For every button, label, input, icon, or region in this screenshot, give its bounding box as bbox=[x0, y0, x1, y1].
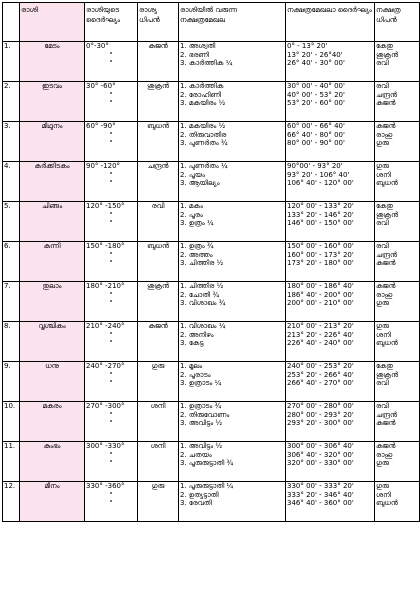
nakshatra-degree-line: 93° 20' - 106° 40' bbox=[287, 170, 350, 179]
nakshatra-degree-line: 180° 00' - 186° 40' bbox=[287, 282, 354, 290]
nakshatra-lord-line: കുജൻ bbox=[376, 282, 396, 290]
rasi-duration-line: " bbox=[109, 259, 113, 268]
nakshatra bbox=[179, 482, 286, 522]
table-row bbox=[3, 322, 420, 362]
table-row bbox=[3, 282, 420, 322]
nakshatra-line: 2. പൂയം bbox=[180, 170, 205, 179]
rasi-duration-line: " bbox=[109, 170, 113, 179]
nakshatra-lord-line: കുജൻ bbox=[376, 99, 396, 108]
header-nakshatra-lord: നക്ഷത്ര ധിപൻ bbox=[375, 3, 420, 42]
rasi-duration bbox=[85, 202, 138, 242]
header-nakshatra: രാശിയിൽ വരുന്ന നക്ഷത്രമേഖല bbox=[179, 3, 286, 42]
table-row bbox=[3, 362, 420, 402]
rasi-lord: ശനി bbox=[138, 442, 179, 482]
nakshatra-line: 3. മകയിരം ½ bbox=[180, 99, 226, 108]
rasi-duration bbox=[85, 402, 138, 442]
rasi-duration bbox=[85, 122, 138, 162]
nakshatra-degree bbox=[286, 202, 375, 242]
rasi-duration-line: " bbox=[109, 210, 113, 219]
nakshatra-degree bbox=[286, 42, 375, 82]
header-row bbox=[3, 3, 420, 42]
nakshatra-line: 3. ഉത്രം ¼ bbox=[180, 219, 214, 228]
nakshatra-line: 3. പൂരുരുട്ടാതി ¾ bbox=[180, 459, 234, 468]
row-number: 8. bbox=[3, 322, 20, 362]
nakshatra-lord-line: ഗുരു bbox=[376, 139, 389, 148]
header-num bbox=[3, 3, 20, 42]
table-row bbox=[3, 202, 420, 242]
nakshatra-line: 1. ചിത്തിര ½ bbox=[180, 282, 224, 290]
rasi-duration-line: " bbox=[109, 410, 113, 419]
nakshatra-lord bbox=[375, 322, 420, 362]
nakshatra-degree-line: 90°00' - 93° 20' bbox=[287, 162, 343, 170]
nakshatra-lord-line: ഗുരു bbox=[376, 482, 389, 490]
rasi-lord: ബുധൻ bbox=[138, 122, 179, 162]
row-number: 2. bbox=[3, 82, 20, 122]
rasi-duration-line: 180° -210° bbox=[86, 282, 125, 290]
rasi-duration-line: " bbox=[109, 139, 113, 148]
header-lord: രാശ്യ ധിപൻ bbox=[138, 3, 179, 42]
nakshatra-degree-line: 270° 00' - 280° 00' bbox=[287, 402, 354, 410]
nakshatra-degree-line: 280° 00' - 293° 20' bbox=[287, 410, 354, 419]
nakshatra-lord-line: രവി bbox=[376, 242, 389, 250]
nakshatra-degree-line: 210° 00' - 213° 20' bbox=[287, 322, 354, 330]
nakshatra-degree-line: 173° 20' - 180° 00' bbox=[287, 259, 354, 268]
nakshatra-line: 2. അത്തം bbox=[180, 250, 213, 259]
header-duration: രാശിയുടെ ദൈർഘ്യം bbox=[85, 3, 138, 42]
nakshatra bbox=[179, 402, 286, 442]
nakshatra-degree-line: 120° 00' - 133° 20' bbox=[287, 202, 354, 210]
nakshatra-line: 1. പൂരുരുട്ടാതി ¼ bbox=[180, 482, 234, 490]
rasi-duration bbox=[85, 242, 138, 282]
nakshatra-degree-line: 226° 40' - 240° 00' bbox=[287, 339, 354, 348]
nakshatra-line: 3. പുണർതം ¾ bbox=[180, 139, 228, 148]
nakshatra-lord bbox=[375, 122, 420, 162]
nakshatra-line: 2. ഭരണി bbox=[180, 50, 209, 59]
nakshatra-lord bbox=[375, 362, 420, 402]
nakshatra-lord-line: കുജൻ bbox=[376, 419, 396, 428]
rasi-duration-line: 330° -360° bbox=[86, 482, 125, 490]
nakshatra-line: 1. അവിട്ടം ½ bbox=[180, 442, 223, 450]
rasi-lord: ബുധൻ bbox=[138, 242, 179, 282]
nakshatra-lord-line: രവി bbox=[376, 379, 389, 388]
nakshatra bbox=[179, 122, 286, 162]
nakshatra-degree bbox=[286, 122, 375, 162]
nakshatra-degree-line: 293° 20' - 300° 00' bbox=[287, 419, 354, 428]
rasi-duration-line: 240° -270° bbox=[86, 362, 125, 370]
nakshatra-degree bbox=[286, 402, 375, 442]
nakshatra-degree bbox=[286, 362, 375, 402]
nakshatra-line: 1. മകം bbox=[180, 202, 203, 210]
nakshatra-lord-line: കുജൻ bbox=[376, 122, 396, 130]
nakshatra-degree-line: 346° 40' - 360° 00' bbox=[287, 499, 354, 508]
row-number: 6. bbox=[3, 242, 20, 282]
rasi-duration-line: " bbox=[109, 499, 113, 508]
nakshatra-lord-line: ഗുരു bbox=[376, 322, 389, 330]
nakshatra-lord-line: ശുക്രൻ bbox=[376, 370, 399, 379]
rasi-duration bbox=[85, 162, 138, 202]
nakshatra-lord-line: ഗുരു bbox=[376, 459, 389, 468]
nakshatra-degree-line: 53° 20' - 60° 00' bbox=[287, 99, 345, 108]
nakshatra-degree bbox=[286, 82, 375, 122]
rasi-duration bbox=[85, 362, 138, 402]
table-row bbox=[3, 482, 420, 522]
table-row bbox=[3, 122, 420, 162]
rasi-lord: ശുക്രൻ bbox=[138, 282, 179, 322]
rasi-duration-line: 60° -90° bbox=[86, 122, 116, 130]
nakshatra bbox=[179, 82, 286, 122]
rasi-duration-line: " bbox=[109, 370, 113, 379]
row-number: 7. bbox=[3, 282, 20, 322]
table-row bbox=[3, 162, 420, 202]
row-number: 9. bbox=[3, 362, 20, 402]
rasi-duration-line: 0°-30° bbox=[86, 42, 109, 50]
rasi-duration bbox=[85, 42, 138, 82]
rasi-lord: കുജൻ bbox=[138, 42, 179, 82]
nakshatra-degree-line: 213° 20' - 226° 40' bbox=[287, 330, 354, 339]
nakshatra-degree-line: 0° - 13° 20' bbox=[287, 42, 328, 50]
nakshatra-degree bbox=[286, 442, 375, 482]
nakshatra-degree-line: 66° 40' - 80° 00' bbox=[287, 130, 345, 139]
nakshatra-lord bbox=[375, 82, 420, 122]
nakshatra-degree bbox=[286, 322, 375, 362]
table-row bbox=[3, 242, 420, 282]
nakshatra-lord-line: രവി bbox=[376, 82, 389, 90]
rasi-duration-line: " bbox=[109, 90, 113, 99]
nakshatra-line: 3. അവിട്ടം ½ bbox=[180, 419, 223, 428]
nakshatra-degree-line: 146° 00' - 150° 00' bbox=[287, 219, 354, 228]
nakshatra-lord-line: ചന്ദ്രൻ bbox=[376, 90, 397, 99]
rasi-lord: ഗുരു bbox=[138, 482, 179, 522]
header-rasi: രാശി bbox=[20, 3, 85, 42]
nakshatra-line: 1. മൂലം bbox=[180, 362, 203, 370]
rasi-duration-line: 150° -180° bbox=[86, 242, 125, 250]
nakshatra-degree-line: 330° 00' - 333° 20' bbox=[287, 482, 354, 490]
nakshatra-lord bbox=[375, 242, 420, 282]
rasi-lord: രവി bbox=[138, 202, 179, 242]
nakshatra-line: 1. വിശാഖം ¼ bbox=[180, 322, 226, 330]
rasi-duration-line: " bbox=[109, 250, 113, 259]
rasi-duration-line: " bbox=[109, 419, 113, 428]
rasi-name: കർക്കിടകം bbox=[20, 162, 85, 202]
nakshatra-degree bbox=[286, 242, 375, 282]
nakshatra-degree-line: 30° 00' - 40° 00' bbox=[287, 82, 345, 90]
nakshatra bbox=[179, 362, 286, 402]
nakshatra-degree-line: 320° 00' - 330° 00' bbox=[287, 459, 354, 468]
nakshatra-lord-line: ശനി bbox=[376, 330, 391, 339]
nakshatra-degree-line: 160° 00' - 173° 20' bbox=[287, 250, 354, 259]
nakshatra-line: 2. തിരുവോണം bbox=[180, 410, 230, 419]
nakshatra-degree-line: 253° 20' - 266° 40' bbox=[287, 370, 354, 379]
row-number: 12. bbox=[3, 482, 20, 522]
nakshatra-line: 2. രോഹിണി bbox=[180, 90, 221, 99]
nakshatra-degree-line: 80° 00' - 90° 00' bbox=[287, 139, 345, 148]
rasi-lord: ഗുരു bbox=[138, 362, 179, 402]
rasi-duration-line: 90° -120° bbox=[86, 162, 121, 170]
rasi-duration bbox=[85, 482, 138, 522]
nakshatra-line: 3. ഉത്രാടം ¼ bbox=[180, 379, 222, 388]
nakshatra-lord-line: രാഹു bbox=[376, 290, 393, 299]
table-body bbox=[3, 42, 420, 522]
nakshatra-line: 1. പുണർതം ¼ bbox=[180, 162, 228, 170]
nakshatra-degree-line: 133° 20' - 146° 20' bbox=[287, 210, 354, 219]
nakshatra-degree-line: 200° 00' - 210° 00' bbox=[287, 299, 354, 308]
nakshatra-lord-line: ബുധൻ bbox=[376, 339, 398, 348]
rasi-duration-line: 270° -300° bbox=[86, 402, 125, 410]
rasi-duration-line: 300° -330° bbox=[86, 442, 125, 450]
nakshatra-degree-line: 306° 40' - 320° 00' bbox=[287, 450, 354, 459]
nakshatra-degree-line: 300° 00' - 306° 40' bbox=[287, 442, 354, 450]
nakshatra-lord-line: കേതു bbox=[376, 202, 393, 210]
table-row bbox=[3, 442, 420, 482]
rasi-duration bbox=[85, 442, 138, 482]
rasi-name: കന്നി bbox=[20, 242, 85, 282]
rasi-nakshatra-table bbox=[2, 2, 420, 522]
rasi-duration bbox=[85, 282, 138, 322]
rasi-name: മകരം bbox=[20, 402, 85, 442]
rasi-duration bbox=[85, 82, 138, 122]
rasi-duration-line: " bbox=[109, 290, 113, 299]
nakshatra-degree bbox=[286, 162, 375, 202]
rasi-name: തുലാം bbox=[20, 282, 85, 322]
nakshatra-lord bbox=[375, 482, 420, 522]
nakshatra-lord-line: ഗുരു bbox=[376, 162, 389, 170]
nakshatra-degree bbox=[286, 282, 375, 322]
nakshatra bbox=[179, 202, 286, 242]
rasi-lord: ശുക്രൻ bbox=[138, 82, 179, 122]
table-row bbox=[3, 82, 420, 122]
nakshatra-lord-line: കുജൻ bbox=[376, 259, 396, 268]
rasi-duration-line: 30° -60° bbox=[86, 82, 116, 90]
nakshatra-degree-line: 40° 00' - 53° 20' bbox=[287, 90, 345, 99]
rasi-duration-line: " bbox=[109, 459, 113, 468]
nakshatra-line: 1. മകയിരം ½ bbox=[180, 122, 226, 130]
nakshatra-lord-line: രവി bbox=[376, 402, 389, 410]
row-number: 10. bbox=[3, 402, 20, 442]
rasi-name: മേടം bbox=[20, 42, 85, 82]
table-row bbox=[3, 42, 420, 82]
rasi-duration-line: " bbox=[109, 339, 113, 348]
rasi-lord: ചന്ദ്രൻ bbox=[138, 162, 179, 202]
rasi-name: ചിങ്ങം bbox=[20, 202, 85, 242]
rasi-name: ഇടവം bbox=[20, 82, 85, 122]
rasi-duration-line: " bbox=[109, 130, 113, 139]
nakshatra-lord-line: ശുക്രൻ bbox=[376, 210, 399, 219]
nakshatra bbox=[179, 42, 286, 82]
nakshatra-degree-line: 26° 40' - 30° 00' bbox=[287, 59, 345, 68]
nakshatra-lord-line: ശനി bbox=[376, 490, 391, 499]
nakshatra-line: 1. ഉത്രാടം ¾ bbox=[180, 402, 222, 410]
nakshatra-line: 2. അനിഴം bbox=[180, 330, 214, 339]
rasi-duration-line: " bbox=[109, 99, 113, 108]
nakshatra-lord-line: ശുക്രൻ bbox=[376, 50, 399, 59]
nakshatra bbox=[179, 242, 286, 282]
nakshatra-line: 3. ആയില്യം bbox=[180, 179, 220, 188]
rasi-duration-line: 210° -240° bbox=[86, 322, 125, 330]
nakshatra-line: 3. വിശാഖം ¾ bbox=[180, 299, 226, 308]
nakshatra bbox=[179, 442, 286, 482]
rasi-name: മിഥുനം bbox=[20, 122, 85, 162]
rasi-duration bbox=[85, 322, 138, 362]
nakshatra-lord-line: രവി bbox=[376, 219, 389, 228]
nakshatra-line: 2. ചോതി ¾ bbox=[180, 290, 220, 299]
nakshatra-degree-line: 333° 20' - 346° 40' bbox=[287, 490, 354, 499]
rasi-duration-line: " bbox=[109, 379, 113, 388]
nakshatra-lord-line: ഗുരു bbox=[376, 299, 389, 308]
nakshatra-lord bbox=[375, 442, 420, 482]
nakshatra-line: 1. അശ്വതി bbox=[180, 42, 216, 50]
rasi-duration-line: " bbox=[109, 299, 113, 308]
nakshatra-lord-line: രാഹു bbox=[376, 450, 393, 459]
nakshatra-degree-line: 150° 00' - 160° 00' bbox=[287, 242, 354, 250]
nakshatra-line: 1. കാർത്തിക bbox=[180, 82, 224, 90]
rasi-duration-line: " bbox=[109, 219, 113, 228]
row-number: 5. bbox=[3, 202, 20, 242]
nakshatra bbox=[179, 162, 286, 202]
nakshatra-line: 3. രേവതി bbox=[180, 499, 212, 508]
nakshatra-lord-line: ചന്ദ്രൻ bbox=[376, 250, 397, 259]
rasi-name: കുംഭം bbox=[20, 442, 85, 482]
nakshatra-lord-line: രാഹു bbox=[376, 130, 393, 139]
rasi-duration-line: " bbox=[109, 59, 113, 68]
nakshatra-line: 3. കാർത്തിക ¼ bbox=[180, 59, 233, 68]
rasi-duration-line: " bbox=[109, 450, 113, 459]
header-degree: നക്ഷത്രമേഖലാ ദൈർഘ്യം bbox=[286, 3, 375, 42]
nakshatra-lord-line: ബുധൻ bbox=[376, 499, 398, 508]
nakshatra-line: 2. തിരുവാതിര bbox=[180, 130, 227, 139]
row-number: 3. bbox=[3, 122, 20, 162]
nakshatra-lord-line: കേതു bbox=[376, 362, 393, 370]
table-row bbox=[3, 402, 420, 442]
nakshatra-line: 3. കേട്ട bbox=[180, 339, 204, 348]
rasi-duration-line: 120° -150° bbox=[86, 202, 125, 210]
nakshatra bbox=[179, 282, 286, 322]
nakshatra-line: 2. പൂരാടം bbox=[180, 370, 211, 379]
rasi-duration-line: " bbox=[109, 330, 113, 339]
nakshatra-lord-line: ശനി bbox=[376, 170, 391, 179]
rasi-name: ധനു bbox=[20, 362, 85, 402]
nakshatra-lord-line: കേതു bbox=[376, 42, 393, 50]
nakshatra bbox=[179, 322, 286, 362]
nakshatra-lord-line: രവി bbox=[376, 59, 389, 68]
rasi-duration-line: " bbox=[109, 50, 113, 59]
nakshatra-line: 1. ഉത്രം ¾ bbox=[180, 242, 214, 250]
rasi-duration-line: " bbox=[109, 490, 113, 499]
nakshatra-degree-line: 186° 40' - 200° 00' bbox=[287, 290, 354, 299]
nakshatra-lord bbox=[375, 42, 420, 82]
nakshatra-lord-line: ചന്ദ്രൻ bbox=[376, 410, 397, 419]
nakshatra-line: 2. ചതയം bbox=[180, 450, 212, 459]
nakshatra-lord bbox=[375, 202, 420, 242]
nakshatra-lord bbox=[375, 402, 420, 442]
nakshatra-degree-line: 13° 20' - 26°40' bbox=[287, 50, 343, 59]
nakshatra-lord bbox=[375, 282, 420, 322]
rasi-name: മീനം bbox=[20, 482, 85, 522]
nakshatra-degree bbox=[286, 482, 375, 522]
nakshatra-degree-line: 60° 00' - 66° 40' bbox=[287, 122, 345, 130]
row-number: 1. bbox=[3, 42, 20, 82]
nakshatra-line: 3. ചിത്തിര ½ bbox=[180, 259, 224, 268]
nakshatra-lord bbox=[375, 162, 420, 202]
nakshatra-lord-line: കുജൻ bbox=[376, 442, 396, 450]
nakshatra-line: 2. പൂരം bbox=[180, 210, 203, 219]
rasi-lord: കുജൻ bbox=[138, 322, 179, 362]
row-number: 4. bbox=[3, 162, 20, 202]
nakshatra-lord-line: ബുധൻ bbox=[376, 179, 398, 188]
rasi-duration-line: " bbox=[109, 179, 113, 188]
nakshatra-degree-line: 106° 40' - 120° 00' bbox=[287, 179, 354, 188]
nakshatra-degree-line: 266° 40' - 270° 00' bbox=[287, 379, 354, 388]
rasi-lord: ശനി bbox=[138, 402, 179, 442]
nakshatra-degree-line: 240° 00' - 253° 20' bbox=[287, 362, 354, 370]
row-number: 11. bbox=[3, 442, 20, 482]
rasi-name: വൃശ്ചികം bbox=[20, 322, 85, 362]
nakshatra-line: 2. ഉത്യട്ടാതി bbox=[180, 490, 219, 499]
